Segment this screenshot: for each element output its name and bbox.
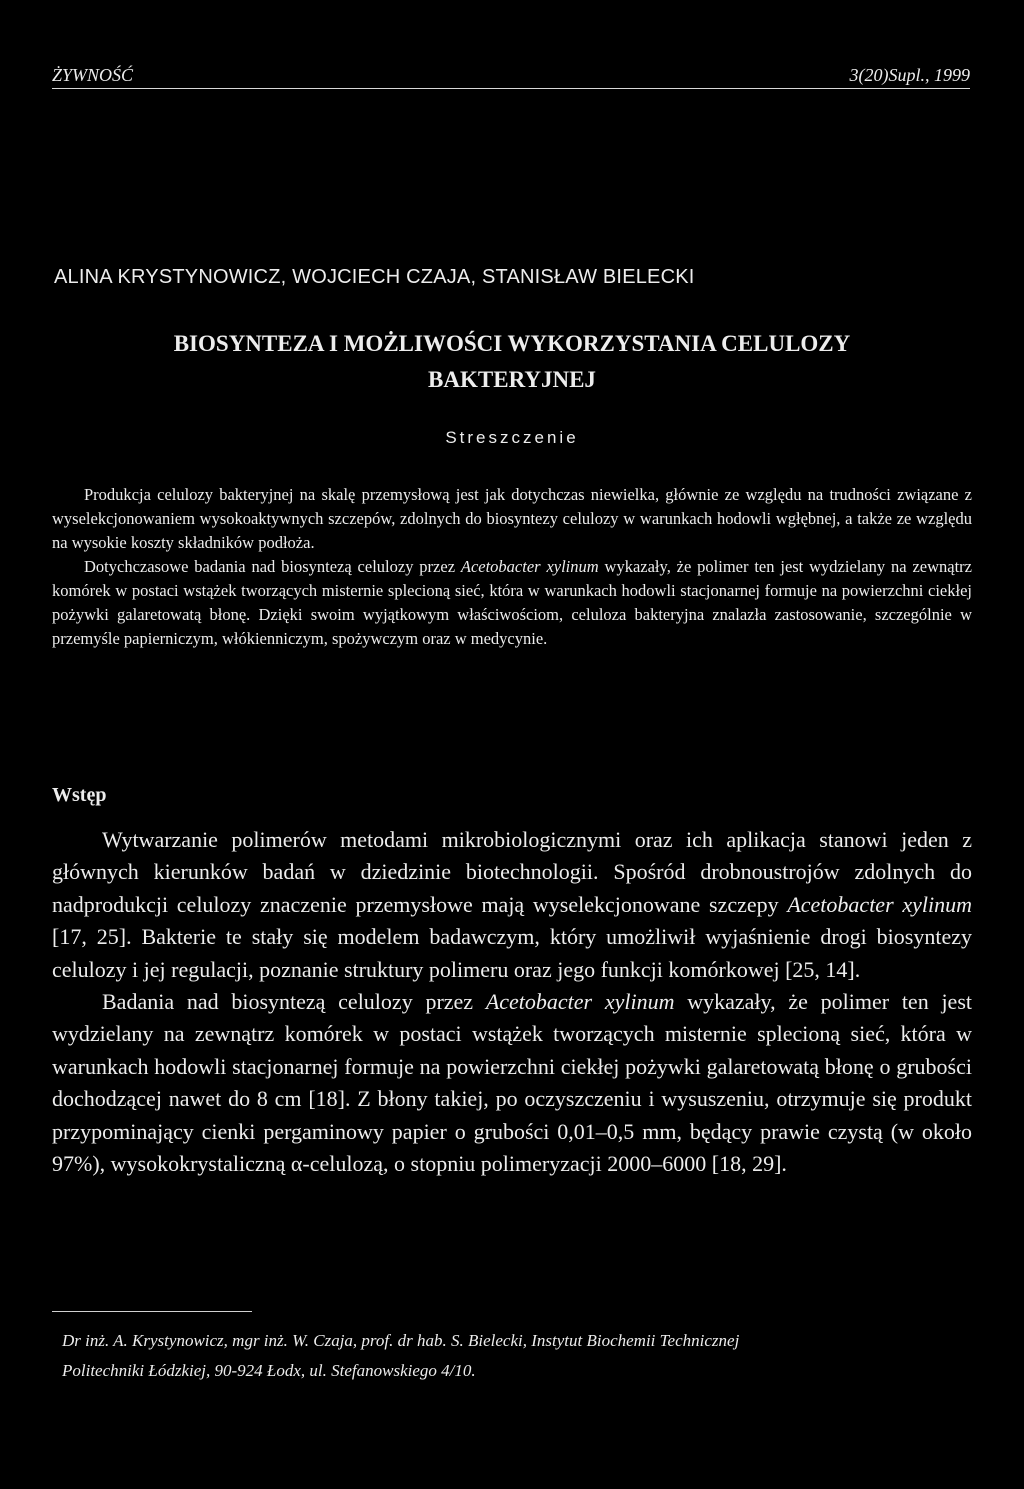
footnote xyxy=(62,1326,972,1386)
authors: ALINA KRYSTYNOWICZ, WOJCIECH CZAJA, STANISŁAW BIELECKI xyxy=(54,266,695,288)
body-paragraph-2 xyxy=(52,986,972,1180)
body-text xyxy=(52,824,972,1180)
species-name: Acetobacter xylinum xyxy=(485,989,675,1015)
title-line-2: BAKTERYJNEJ xyxy=(428,367,596,392)
running-header xyxy=(52,64,970,89)
footnote-rule xyxy=(52,1311,252,1312)
abstract-paragraph-2 xyxy=(52,555,972,651)
journal-name: ŻYWNOŚĆ xyxy=(52,65,134,85)
title-line-1: BIOSYNTEZA I MOŻLIWOŚCI WYKORZYSTANIA CELULOZY xyxy=(173,331,851,356)
species-name: Acetobacter xylinum xyxy=(787,891,972,917)
body-text-span: [17, 25]. Bakterie te stały się modelem badawczym, który umożliwił wyjaśnienie drogi biosyntezy celulozy i jej regulacji, poznanie struktury polimeru oraz jego funkcji komórkowej [25, 14]. xyxy=(52,924,972,982)
section-title: Wstęp xyxy=(52,784,107,806)
footnote-line-2: Politechniki Łódzkiej, 90-924 Łodx, ul. Stefanowskiego 4/10. xyxy=(62,1361,476,1380)
abstract-text: wykazały, że polimer ten jest wydzielany na zewnątrz komórek w postaci wstążek tworzących misternie splecioną sieć, która w warunkach hodowli stacjonarnej formuje na powierzchni ciekłej pożywki galaretowatą błonę. Dzięki swoim wyjątkowym właściwościom, celuloza bakteryjna znalazła zastosowanie, szczególnie w przemyśle papierniczym, włókienniczym, spożywczym oraz w medycynie. xyxy=(52,557,973,648)
species-name: Acetobacter xylinum xyxy=(460,557,599,576)
abstract-heading: Streszczenie xyxy=(445,428,579,447)
paper-title xyxy=(40,326,984,398)
body-text-span: Badania nad biosyntezą celulozy przez xyxy=(102,989,486,1015)
body-text-span: wykazały, że polimer ten jest wydzielany na zewnątrz komórek w postaci wstążek tworzących misternie splecioną sieć, która w warunkach hodowli stacjonarnej formuje na powierzchni ciekłej pożywki galaretowatą błonę o grubości dochodzącej nawet do 8 cm [18]. Z błony takiej, po oczyszczeniu i wysuszeniu, otrzymuje się produkt przypominający cienki pergaminowy papier o grubości 0,01–0,5 mm, będący prawie czystą (w około 97%), wysokokrystaliczną α-celulozą, o stopniu polimeryzacji 2000–6000 [18, 29]. xyxy=(52,989,972,1177)
abstract-text: Dotychczasowe badania nad biosyntezą celulozy przez xyxy=(84,557,461,576)
abstract-paragraph-1: Produkcja celulozy bakteryjnej na skalę przemysłową jest jak dotychczas niewielka, głównie ze względu na trudności związane z wyselekcjonowaniem wysokoaktywnych szczepów, zdolnych do biosyntezy celulozy w warunkach hodowli wgłębnej, a także ze względu na wysokie koszty składników podłoża. xyxy=(52,485,972,552)
body-text-span: Wytwarzanie polimerów metodami mikrobiologicznymi oraz ich aplikacja stanowi jeden z głównych kierunków badań w dziedzinie biotechnologii. Spośród drobnoustrojów zdolnych do nadprodukcji celulozy znaczenie przemysłowe mają wyselekcjonowane szczepy xyxy=(52,827,972,917)
body-paragraph-1 xyxy=(52,824,972,986)
abstract xyxy=(52,483,972,651)
footnote-line-1: Dr inż. A. Krystynowicz, mgr inż. W. Czaja, prof. dr hab. S. Bielecki, Instytut Biochemii Technicznej xyxy=(62,1331,740,1350)
issue-number: 3(20)Supl., 1999 xyxy=(849,65,970,85)
